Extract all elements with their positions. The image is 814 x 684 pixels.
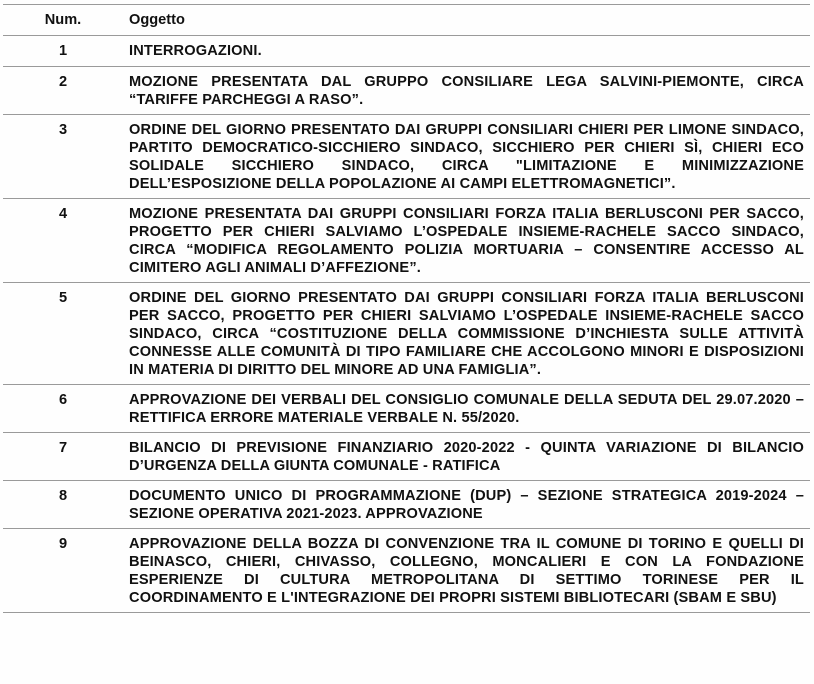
row-object: INTERROGAZIONI. xyxy=(123,36,810,67)
row-number: 8 xyxy=(3,481,123,529)
row-number: 1 xyxy=(3,36,123,67)
table-row xyxy=(3,199,810,283)
row-number: 2 xyxy=(3,67,123,115)
table-row xyxy=(3,481,810,529)
row-object: APPROVAZIONE DELLA BOZZA DI CONVENZIONE TRA IL COMUNE DI TORINO E QUELLI DI BEINASCO, CHIERI, CHIVASSO, COLLEGNO, MONCALIERI E CON LA FONDAZIONE ESPERIENZE DI CULTURA METROPOLITANA DI SETTIMO TORINESE PER IL COORDINAMENTO E L'INTEGRAZIONE DEI PROPRI SISTEMI BIBLIOTECARI (SBAM E SBU) xyxy=(123,529,810,613)
row-number: 6 xyxy=(3,385,123,433)
agenda-table xyxy=(3,4,810,613)
table-row xyxy=(3,283,810,385)
row-object: ORDINE DEL GIORNO PRESENTATO DAI GRUPPI CONSILIARI FORZA ITALIA BERLUSCONI PER SACCO, PROGETTO PER CHIERI SALVIAMO L’OSPEDALE INSIEME-RACHELE SACCO SINDACO, CIRCA “COSTITUZIONE DELLA COMMISSIONE D’INCHIESTA SULLE ATTIVITÀ CONNESSE ALLE COMUNITÀ DI TIPO FAMILIARE CHE ACCOLGONO MINORI E DISPOSIZIONI IN MATERIA DI DIRITTO DEL MINORE AD UNA FAMIGLIA”. xyxy=(123,283,810,385)
object-column-header: Oggetto xyxy=(123,5,810,36)
table-row xyxy=(3,433,810,481)
row-object: BILANCIO DI PREVISIONE FINANZIARIO 2020-2022 - QUINTA VARIAZIONE DI BILANCIO D’URGENZA DELLA GIUNTA COMUNALE - RATIFICA xyxy=(123,433,810,481)
row-number: 5 xyxy=(3,283,123,385)
table-row xyxy=(3,115,810,199)
num-column-header: Num. xyxy=(3,5,123,36)
row-number: 7 xyxy=(3,433,123,481)
row-object: DOCUMENTO UNICO DI PROGRAMMAZIONE (DUP) – SEZIONE STRATEGICA 2019-2024 – SEZIONE OPERATIVA 2021-2023. APPROVAZIONE xyxy=(123,481,810,529)
row-object: ORDINE DEL GIORNO PRESENTATO DAI GRUPPI CONSILIARI CHIERI PER LIMONE SINDACO, PARTITO DEMOCRATICO-SICCHIERO SINDACO, SICCHIERO PER CHIERI SÌ, CHIERI ECO SOLIDALE SICCHIERO SINDACO, CIRCA "LIMITAZIONE E MINIMIZZAZIONE DELL’ESPOSIZIONE DELLA POPOLAZIONE AI CAMPI ELETTROMAGNETICI”. xyxy=(123,115,810,199)
table-header xyxy=(3,5,810,36)
header-row xyxy=(3,5,810,36)
table-row xyxy=(3,529,810,613)
table-row xyxy=(3,385,810,433)
row-object: APPROVAZIONE DEI VERBALI DEL CONSIGLIO COMUNALE DELLA SEDUTA DEL 29.07.2020 – RETTIFICA ERRORE MATERIALE VERBALE N. 55/2020. xyxy=(123,385,810,433)
row-number: 3 xyxy=(3,115,123,199)
row-object: MOZIONE PRESENTATA DAL GRUPPO CONSILIARE LEGA SALVINI-PIEMONTE, CIRCA “TARIFFE PARCHEGGI A RASO”. xyxy=(123,67,810,115)
table-row xyxy=(3,36,810,67)
table-body xyxy=(3,36,810,613)
row-number: 9 xyxy=(3,529,123,613)
row-number: 4 xyxy=(3,199,123,283)
row-object: MOZIONE PRESENTATA DAI GRUPPI CONSILIARI FORZA ITALIA BERLUSCONI PER SACCO, PROGETTO PER CHIERI SALVIAMO L’OSPEDALE INSIEME-RACHELE SACCO SINDACO, CIRCA “MODIFICA REGOLAMENTO POLIZIA MORTUARIA – CONSENTIRE ACCESSO AL CIMITERO AGLI ANIMALI D’AFFEZIONE”. xyxy=(123,199,810,283)
table-row xyxy=(3,67,810,115)
